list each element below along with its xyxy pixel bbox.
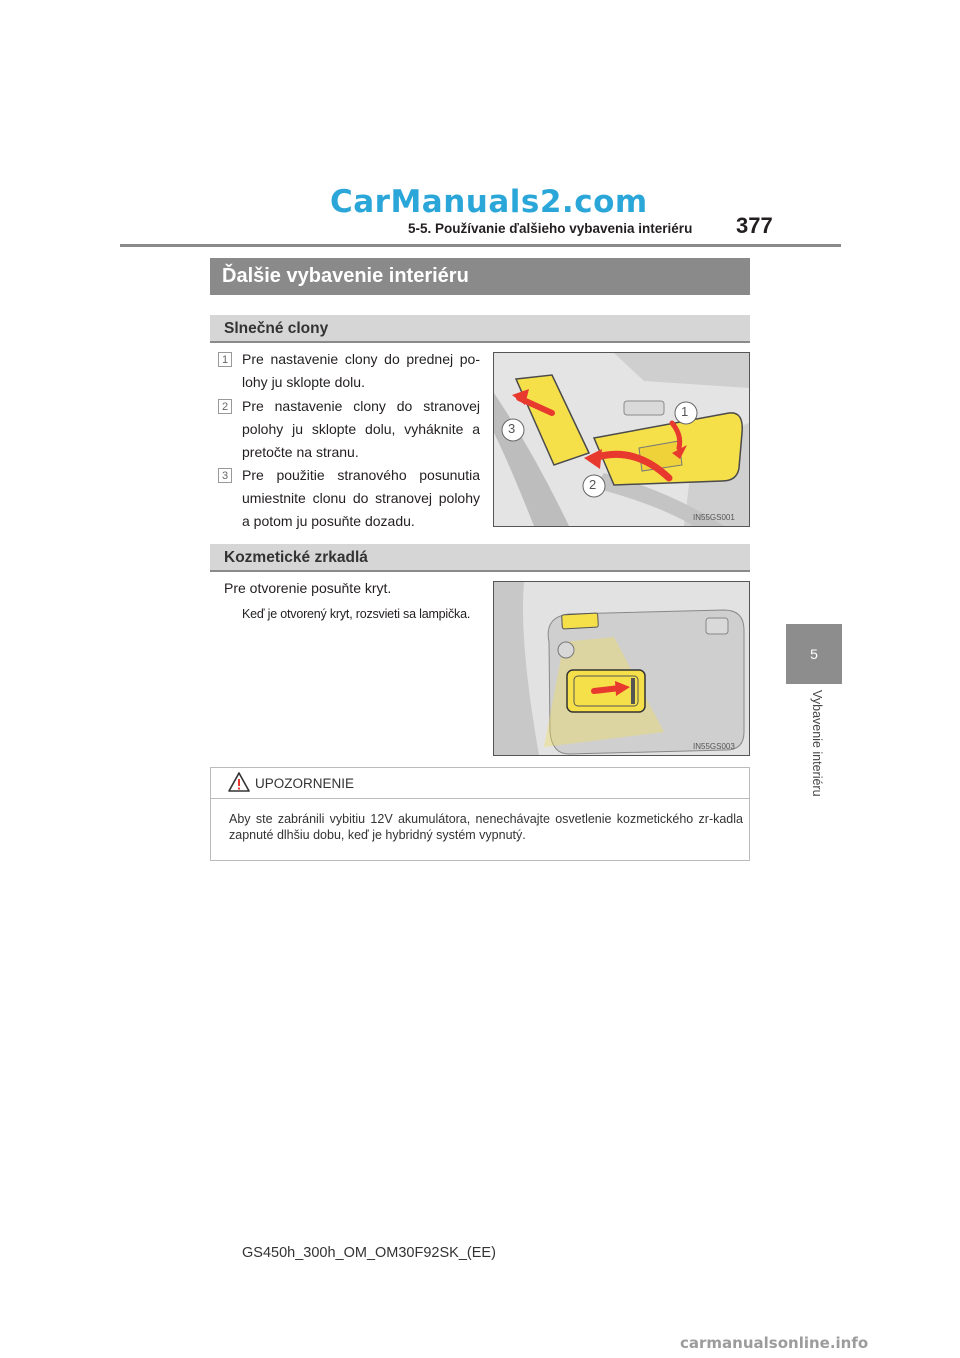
caution-divider — [211, 798, 749, 799]
step-number-3: 3 — [218, 468, 232, 483]
step-text-2: Pre nastavenie clony do stranovej polohy ju sklopte dolu, vyháknite a pretočte na stranu. — [242, 398, 480, 460]
vanity-mirror-figure — [493, 581, 750, 756]
caution-box — [210, 767, 750, 861]
chapter-label: Vybavenie interiéru — [810, 690, 824, 797]
page-number: 377 — [736, 213, 773, 238]
header-rule — [120, 244, 841, 247]
figure-code: IN55GS003 — [693, 742, 735, 751]
main-title: Ďalšie vybavenie interiéru — [210, 258, 750, 295]
watermark-top: CarManuals2.com — [330, 184, 648, 220]
section-title-vanity-mirrors: Kozmetické zrkadlá — [210, 544, 750, 572]
chapter-number: 5 — [810, 646, 818, 662]
step-text-3: Pre použitie stranového posunutia umiestnite clonu do stranovej polohy a potom ju posuňte dozadu. — [242, 467, 480, 529]
header-section-title: 5-5. Používanie ďalšieho vybavenia interiéru — [408, 221, 693, 236]
warning-triangle-icon — [228, 772, 250, 797]
callout-1: 1 — [681, 404, 689, 419]
watermark-bottom: carmanualsonline.info — [680, 1334, 869, 1352]
vanity-note: Keď je otvorený kryt, rozsvieti sa lampička. — [242, 607, 471, 621]
sun-visor-figure — [493, 352, 750, 527]
step-text-1: Pre nastavenie clony do prednej po-lohy ju sklopte dolu. — [242, 351, 480, 390]
sun-visor-illustration — [494, 353, 749, 526]
callout-3: 3 — [508, 421, 516, 436]
vanity-text: Pre otvorenie posuňte kryt. — [224, 580, 392, 596]
caution-title: UPOZORNENIE — [255, 776, 355, 791]
callout-2: 2 — [589, 477, 597, 492]
step-number-2: 2 — [218, 399, 232, 414]
figure-code: IN55GS001 — [693, 513, 735, 522]
caution-text: Aby ste zabránili vybitiu 12V akumulátora, nenechávajte osvetlenie kozmetického zr-kadla zapnuté dlhšiu dobu, keď je hybridný systém vypnutý. — [229, 812, 743, 842]
section-title-sun-visors: Slnečné clony — [210, 315, 750, 343]
step-number-1: 1 — [218, 352, 232, 367]
document-code: GS450h_300h_OM_OM30F92SK_(EE) — [242, 1245, 496, 1261]
chapter-tab — [786, 624, 842, 684]
vanity-mirror-illustration — [494, 582, 749, 755]
